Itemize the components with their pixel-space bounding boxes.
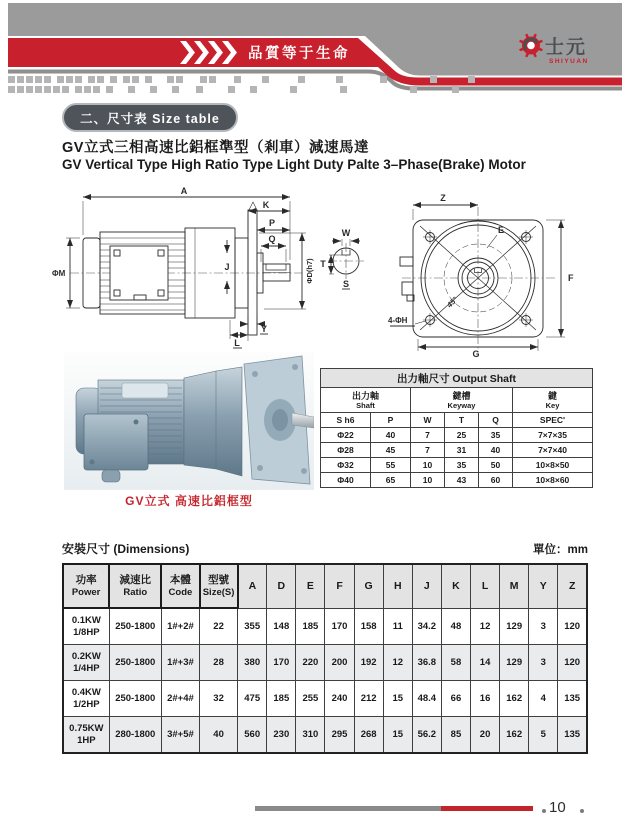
decor-square: [132, 76, 139, 83]
decor-square: [336, 76, 343, 83]
dims-value-cell: 12: [471, 608, 500, 645]
decor-square: [44, 86, 51, 93]
dims-code-cell: 3#+5#: [161, 717, 199, 754]
product-title-en: GV Vertical Type High Ratio Type Light Duty Palte 3–Phase(Brake) Motor: [62, 157, 526, 172]
dims-size-cell: 32: [200, 681, 238, 717]
dims-value-cell: 12: [383, 645, 412, 681]
power-kw: 0.1KW: [71, 614, 101, 626]
dims-row: [63, 717, 587, 754]
page-header-banner: [0, 0, 630, 100]
output-shaft-row: [321, 473, 593, 488]
decor-square: [17, 76, 24, 83]
output-shaft-row: [321, 458, 593, 473]
footer-dot-right: [580, 809, 584, 813]
dims-col-a: A: [238, 564, 267, 608]
dim-label-F: F: [568, 273, 574, 283]
dims-row: [63, 681, 587, 717]
decor-square: [452, 86, 459, 93]
dim-label-Y: Y: [260, 324, 268, 334]
output-shaft-title: 出力軸尺寸 Output Shaft: [321, 369, 593, 388]
dims-col-power-zh: 功率: [75, 573, 97, 586]
angle-label: 45°: [445, 295, 460, 310]
dims-value-cell: 120: [558, 608, 587, 645]
power-hp: 1/4HP: [73, 662, 100, 674]
group-shaft-zh: 出力軸: [351, 390, 379, 401]
dimensions-section: [62, 563, 588, 754]
dims-value-cell: 170: [325, 608, 354, 645]
dims-value-cell: 66: [441, 681, 470, 717]
dims-value-cell: 34.2: [412, 608, 441, 645]
dims-col-j: J: [412, 564, 441, 608]
power-kw: 0.4KW: [71, 686, 101, 698]
dims-value-cell: 240: [325, 681, 354, 717]
dims-value-cell: 48: [441, 608, 470, 645]
footer-bar-red: [441, 806, 533, 811]
dim-label-Z: Z: [440, 193, 446, 203]
dims-value-cell: 85: [441, 717, 470, 754]
dims-value-cell: 185: [296, 608, 325, 645]
output-shaft-cell: 10: [411, 458, 445, 473]
dims-ratio-cell: 280-1800: [109, 717, 161, 754]
section-badge-label: 二、尺寸表 Size table: [80, 111, 220, 126]
brand-name: 士元: [545, 37, 588, 58]
dims-col-g: G: [354, 564, 383, 608]
group-shaft: [321, 388, 411, 413]
dims-value-cell: 14: [471, 645, 500, 681]
footer-dot-left: [542, 809, 546, 813]
decor-square: [62, 86, 69, 93]
dim-label-L: L: [234, 338, 240, 348]
output-shaft-row: [321, 428, 593, 443]
power-hp: 1/2HP: [73, 698, 100, 710]
dimension-drawings: [50, 183, 595, 358]
power-kw: 0.75KW: [69, 722, 104, 734]
decor-square: [123, 76, 130, 83]
group-keyway: [411, 388, 513, 413]
output-shaft-cell: 10×8×60: [513, 473, 593, 488]
product-photo: [64, 352, 314, 490]
decor-square: [26, 76, 33, 83]
power-hp: 1/8HP: [73, 626, 100, 638]
dims-value-cell: 310: [296, 717, 325, 754]
dims-power-cell: [63, 717, 109, 754]
output-shaft-cell: 10×8×50: [513, 458, 593, 473]
output-shaft-cell: 55: [371, 458, 411, 473]
decor-square: [234, 76, 241, 83]
dims-ratio-cell: 250-1800: [109, 681, 161, 717]
dims-col-size-zh: 型號: [208, 573, 230, 586]
dims-value-cell: 255: [296, 681, 325, 717]
dim-label-E: E: [497, 225, 505, 235]
dim-label-Q: Q: [268, 234, 276, 244]
dims-value-cell: 170: [267, 645, 296, 681]
dims-value-cell: 212: [354, 681, 383, 717]
decor-square: [66, 76, 73, 83]
output-shaft-cell: Φ40: [321, 473, 371, 488]
dims-col-code: [161, 564, 199, 608]
os-col-p: P: [371, 413, 411, 428]
dims-code-cell: 2#+4#: [161, 681, 199, 717]
decor-square: [172, 86, 179, 93]
dims-col-power-en: Power: [71, 586, 101, 598]
os-col-q: Q: [479, 413, 513, 428]
dimensions-unit: 單位：mm: [533, 544, 588, 556]
dims-row: [63, 645, 587, 681]
decor-square: [84, 86, 91, 93]
front-view-drawing: [390, 205, 565, 351]
dims-value-cell: 48.4: [412, 681, 441, 717]
dims-value-cell: 380: [238, 645, 267, 681]
dims-value-cell: 4: [529, 681, 558, 717]
output-shaft-cell: 60: [479, 473, 513, 488]
dims-value-cell: 56.2: [412, 717, 441, 754]
os-col-spec: SPEC': [513, 413, 593, 428]
dims-value-cell: 158: [354, 608, 383, 645]
dims-col-k: K: [441, 564, 470, 608]
group-keyway-en: Keyway: [447, 400, 476, 410]
decor-square: [35, 86, 42, 93]
dimensions-caption: 安裝尺寸 (Dimensions): [62, 542, 190, 556]
output-shaft-cell: 35: [445, 458, 479, 473]
os-col-w: W: [411, 413, 445, 428]
dims-value-cell: 3: [529, 608, 558, 645]
decor-square: [53, 86, 60, 93]
dims-value-cell: 162: [500, 681, 529, 717]
dims-ratio-cell: 250-1800: [109, 608, 161, 645]
dims-value-cell: 129: [500, 645, 529, 681]
output-shaft-table: [320, 368, 593, 488]
dims-value-cell: 220: [296, 645, 325, 681]
dims-col-f: F: [325, 564, 354, 608]
dims-size-cell: 28: [200, 645, 238, 681]
output-shaft-cell: 7×7×40: [513, 443, 593, 458]
group-key: [513, 388, 593, 413]
output-shaft-row: [321, 443, 593, 458]
decor-square: [35, 76, 42, 83]
group-keyway-zh: 鍵槽: [452, 390, 471, 401]
decor-square: [75, 76, 82, 83]
dim-label-G: G: [472, 349, 480, 358]
decor-square: [176, 76, 183, 83]
dims-value-cell: 268: [354, 717, 383, 754]
decor-square: [110, 76, 117, 83]
dim-label-M: ΦM: [52, 269, 66, 278]
decor-square: [380, 76, 387, 83]
decor-square: [17, 86, 24, 93]
photo-caption: GV立式 高速比鋁框型: [125, 494, 253, 508]
dims-col-code-zh: 本體: [169, 573, 191, 586]
dim-label-T: T: [320, 259, 326, 269]
dims-value-cell: 162: [500, 717, 529, 754]
output-shaft-cell: 45: [371, 443, 411, 458]
output-shaft-cell: 7: [411, 443, 445, 458]
dims-col-size: [200, 564, 238, 608]
decor-square: [145, 76, 152, 83]
dims-col-l: L: [471, 564, 500, 608]
output-shaft-cell: Φ32: [321, 458, 371, 473]
dims-value-cell: 148: [267, 608, 296, 645]
dims-col-ratio: [109, 564, 161, 608]
decor-square: [262, 76, 269, 83]
decor-square: [228, 86, 235, 93]
dims-col-y: Y: [529, 564, 558, 608]
decor-square: [8, 86, 15, 93]
dims-size-cell: 40: [200, 717, 238, 754]
dims-value-cell: 20: [471, 717, 500, 754]
dims-code-cell: 1#+3#: [161, 645, 199, 681]
dims-value-cell: 11: [383, 608, 412, 645]
dims-col-ratio-en: Ratio: [123, 586, 148, 598]
dims-size-cell: 22: [200, 608, 238, 645]
header-slogan: 品質等于生命: [248, 46, 350, 62]
dims-value-cell: 355: [238, 608, 267, 645]
dims-power-cell: [63, 681, 109, 717]
brand-romanized: SHIYUAN: [549, 58, 589, 65]
dims-value-cell: 295: [325, 717, 354, 754]
decor-square: [250, 86, 257, 93]
decor-square: [75, 86, 82, 93]
decor-square: [340, 86, 347, 93]
decor-square: [93, 86, 100, 93]
dims-value-cell: 560: [238, 717, 267, 754]
dims-row: [63, 608, 587, 645]
dims-power-cell: [63, 608, 109, 645]
dims-value-cell: 15: [383, 681, 412, 717]
dims-power-cell: [63, 645, 109, 681]
decor-square: [430, 76, 437, 83]
dims-value-cell: 58: [441, 645, 470, 681]
dims-col-code-en: Code: [168, 586, 193, 598]
output-shaft-cell: 40: [371, 428, 411, 443]
decor-square: [410, 86, 417, 93]
decor-square: [57, 76, 64, 83]
dim-label-D: ΦD(h7): [305, 258, 314, 284]
dims-value-cell: 15: [383, 717, 412, 754]
decor-square: [200, 76, 207, 83]
dims-value-cell: 36.8: [412, 645, 441, 681]
dims-code-cell: 1#+2#: [161, 608, 199, 645]
output-shaft-cell: Φ28: [321, 443, 371, 458]
decor-square: [150, 86, 157, 93]
dim-label-K: K: [262, 200, 270, 210]
decor-square: [128, 86, 135, 93]
dims-col-ratio-zh: 減速比: [119, 573, 152, 586]
dim-label-J: J: [224, 262, 230, 272]
dims-col-power: [63, 564, 109, 608]
product-title-zh: GV立式三相高速比鋁框準型（剎車）減速馬達: [62, 140, 369, 156]
page-number: 10: [549, 799, 566, 816]
output-shaft-cell: 31: [445, 443, 479, 458]
group-key-en: Key: [545, 400, 560, 410]
decor-square: [106, 86, 113, 93]
group-shaft-en: Shaft: [356, 400, 375, 410]
dims-value-cell: 135: [558, 681, 587, 717]
output-shaft-cell: 65: [371, 473, 411, 488]
decor-square: [290, 86, 297, 93]
decor-square: [468, 76, 475, 83]
section-badge: [62, 103, 238, 132]
decor-square: [167, 76, 174, 83]
output-shaft-cell: 50: [479, 458, 513, 473]
dims-value-cell: 129: [500, 608, 529, 645]
dims-col-d: D: [267, 564, 296, 608]
decor-square: [97, 76, 104, 83]
dims-value-cell: 230: [267, 717, 296, 754]
dims-value-cell: 135: [558, 717, 587, 754]
output-shaft-cell: 7×7×35: [513, 428, 593, 443]
output-shaft-section: [320, 368, 593, 488]
dims-value-cell: 120: [558, 645, 587, 681]
dim-label-A: A: [180, 186, 188, 196]
dims-col-m: M: [500, 564, 529, 608]
dims-value-cell: 192: [354, 645, 383, 681]
decor-square: [196, 86, 203, 93]
dims-value-cell: 475: [238, 681, 267, 717]
output-shaft-cell: Φ22: [321, 428, 371, 443]
output-shaft-cell: 43: [445, 473, 479, 488]
output-shaft-cell: 10: [411, 473, 445, 488]
dims-value-cell: 185: [267, 681, 296, 717]
dims-value-cell: 16: [471, 681, 500, 717]
decor-square: [298, 76, 305, 83]
decor-square: [26, 86, 33, 93]
dims-value-cell: 5: [529, 717, 558, 754]
gear-center: [527, 42, 535, 50]
os-col-t: T: [445, 413, 479, 428]
dimensions-caption-row: [62, 540, 588, 558]
output-shaft-cell: 25: [445, 428, 479, 443]
dims-col-h: H: [383, 564, 412, 608]
dims-col-size-en: Size(S): [202, 586, 235, 598]
power-hp: 1HP: [77, 734, 96, 746]
os-col-s: S h6: [321, 413, 371, 428]
dims-ratio-cell: 250-1800: [109, 645, 161, 681]
footer-bar-gray: [255, 806, 441, 811]
decor-square: [88, 76, 95, 83]
decor-square: [44, 76, 51, 83]
dim-label-W: W: [341, 228, 351, 238]
output-shaft-cell: 35: [479, 428, 513, 443]
holes-label: 4-ΦH: [388, 316, 408, 325]
dim-label-S: S: [342, 279, 350, 289]
output-shaft-cell: 40: [479, 443, 513, 458]
power-kw: 0.2KW: [71, 650, 101, 662]
dims-value-cell: 3: [529, 645, 558, 681]
dims-value-cell: 200: [325, 645, 354, 681]
dims-col-z: Z: [558, 564, 587, 608]
output-shaft-cell: 7: [411, 428, 445, 443]
group-key-zh: 鍵: [547, 390, 557, 401]
dimensions-table: [62, 563, 588, 754]
dim-label-P: P: [268, 218, 276, 228]
decor-square: [8, 76, 15, 83]
decor-square: [209, 76, 216, 83]
dims-col-e: E: [296, 564, 325, 608]
